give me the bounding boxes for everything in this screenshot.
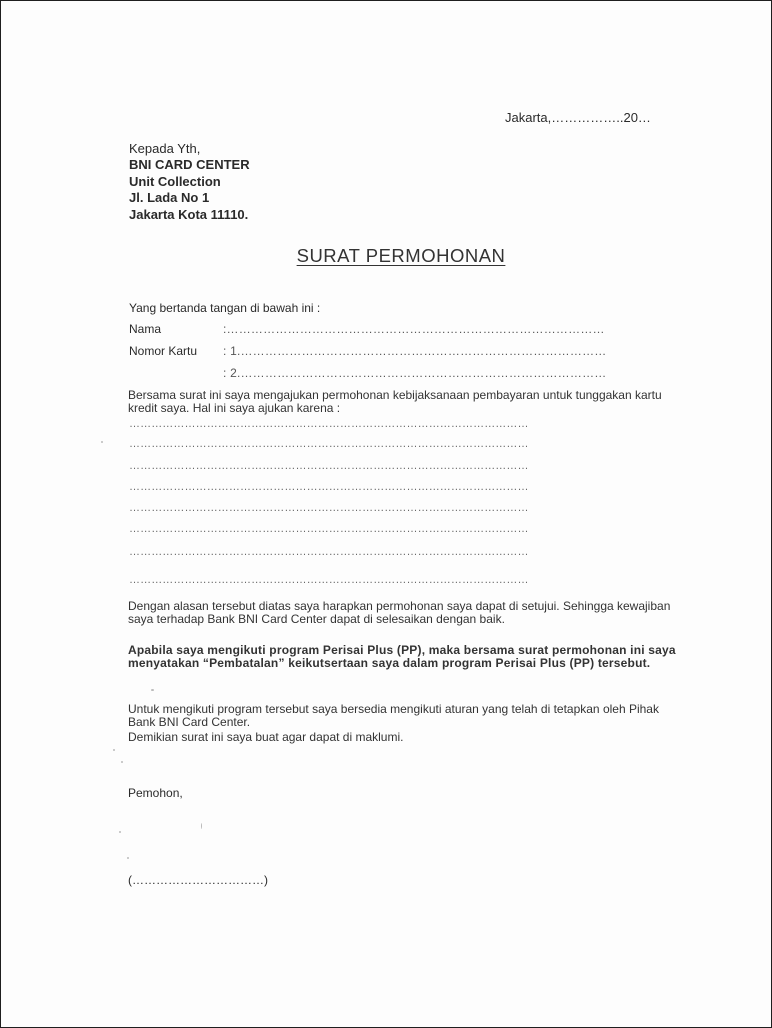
recipient-greeting: Kepada Yth, [129, 141, 201, 156]
card-value-1: : 1.……………………………………………………………………………… [223, 344, 607, 358]
reason-line: ……………………………………………………………………………………………… [129, 546, 529, 558]
scan-speck [201, 823, 202, 829]
date-line: Jakarta,……………..20… [505, 110, 651, 125]
agreement-paragraph-2: Demikian surat ini saya buat agar dapat di maklumi. [128, 730, 404, 744]
reason-line: ……………………………………………………………………………………………… [129, 460, 529, 472]
recipient-line-3: Jl. Lada No 1 [129, 190, 210, 206]
scan-speck [151, 689, 154, 691]
recipient-line-1: BNI CARD CENTER [129, 157, 250, 173]
letter-title: SURAT PERMOHONAN [296, 245, 506, 266]
signature-label: Pemohon, [128, 786, 183, 800]
reason-line: ……………………………………………………………………………………………… [129, 502, 529, 514]
name-value: :………………………………………………………………………………… [223, 322, 605, 336]
scan-speck [101, 441, 103, 443]
name-field [129, 322, 605, 336]
request-paragraph: Bersama surat ini saya mengajukan permohonan kebijaksanaan pembayaran untuk tunggakan kartu kredit saya. Hal ini saya ajukan karena : [128, 388, 662, 415]
card-field-2 [129, 366, 606, 380]
reason-line: ……………………………………………………………………………………………… [129, 438, 529, 450]
name-label: Nama [129, 322, 162, 336]
card-label: Nomor Kartu [129, 344, 198, 358]
card-field-1 [129, 344, 606, 358]
scan-speck [113, 749, 115, 751]
reason-line: ……………………………………………………………………………………………… [129, 418, 529, 430]
recipient-line-4: Jakarta Kota 11110. [129, 206, 249, 222]
reason-line: ……………………………………………………………………………………………… [129, 523, 529, 535]
signature-line: (……………………………) [128, 873, 268, 887]
reason-line: ……………………………………………………………………………………………… [129, 574, 529, 586]
intro-text: Yang bertanda tangan di bawah ini : [129, 301, 321, 315]
scan-speck [127, 857, 129, 859]
perisai-plus-paragraph: Apabila saya mengikuti program Perisai Plus (PP), maka bersama surat permohonan ini saya menyatakan “Pembatalan” keikutsertaan saya dalam program Perisai Plus (PP) tersebut. [128, 643, 676, 670]
agreement-paragraph-1: Untuk mengikuti program tersebut saya bersedia mengikuti aturan yang telah di tetapkan oleh Pihak Bank BNI Card Center. [128, 702, 659, 729]
scan-speck [121, 761, 123, 763]
recipient-line-2: Unit Collection [129, 173, 221, 189]
closing-paragraph: Dengan alasan tersebut diatas saya harapkan permohonan saya dapat di setujui. Sehingga kewajiban saya terhadap Bank BNI Card Center dapat di selesaikan dengan baik. [128, 599, 671, 626]
reason-line: ……………………………………………………………………………………………… [129, 481, 529, 493]
scan-speck [119, 831, 121, 833]
card-value-2: : 2.……………………………………………………………………………… [223, 366, 607, 380]
recipient-address [129, 141, 250, 223]
